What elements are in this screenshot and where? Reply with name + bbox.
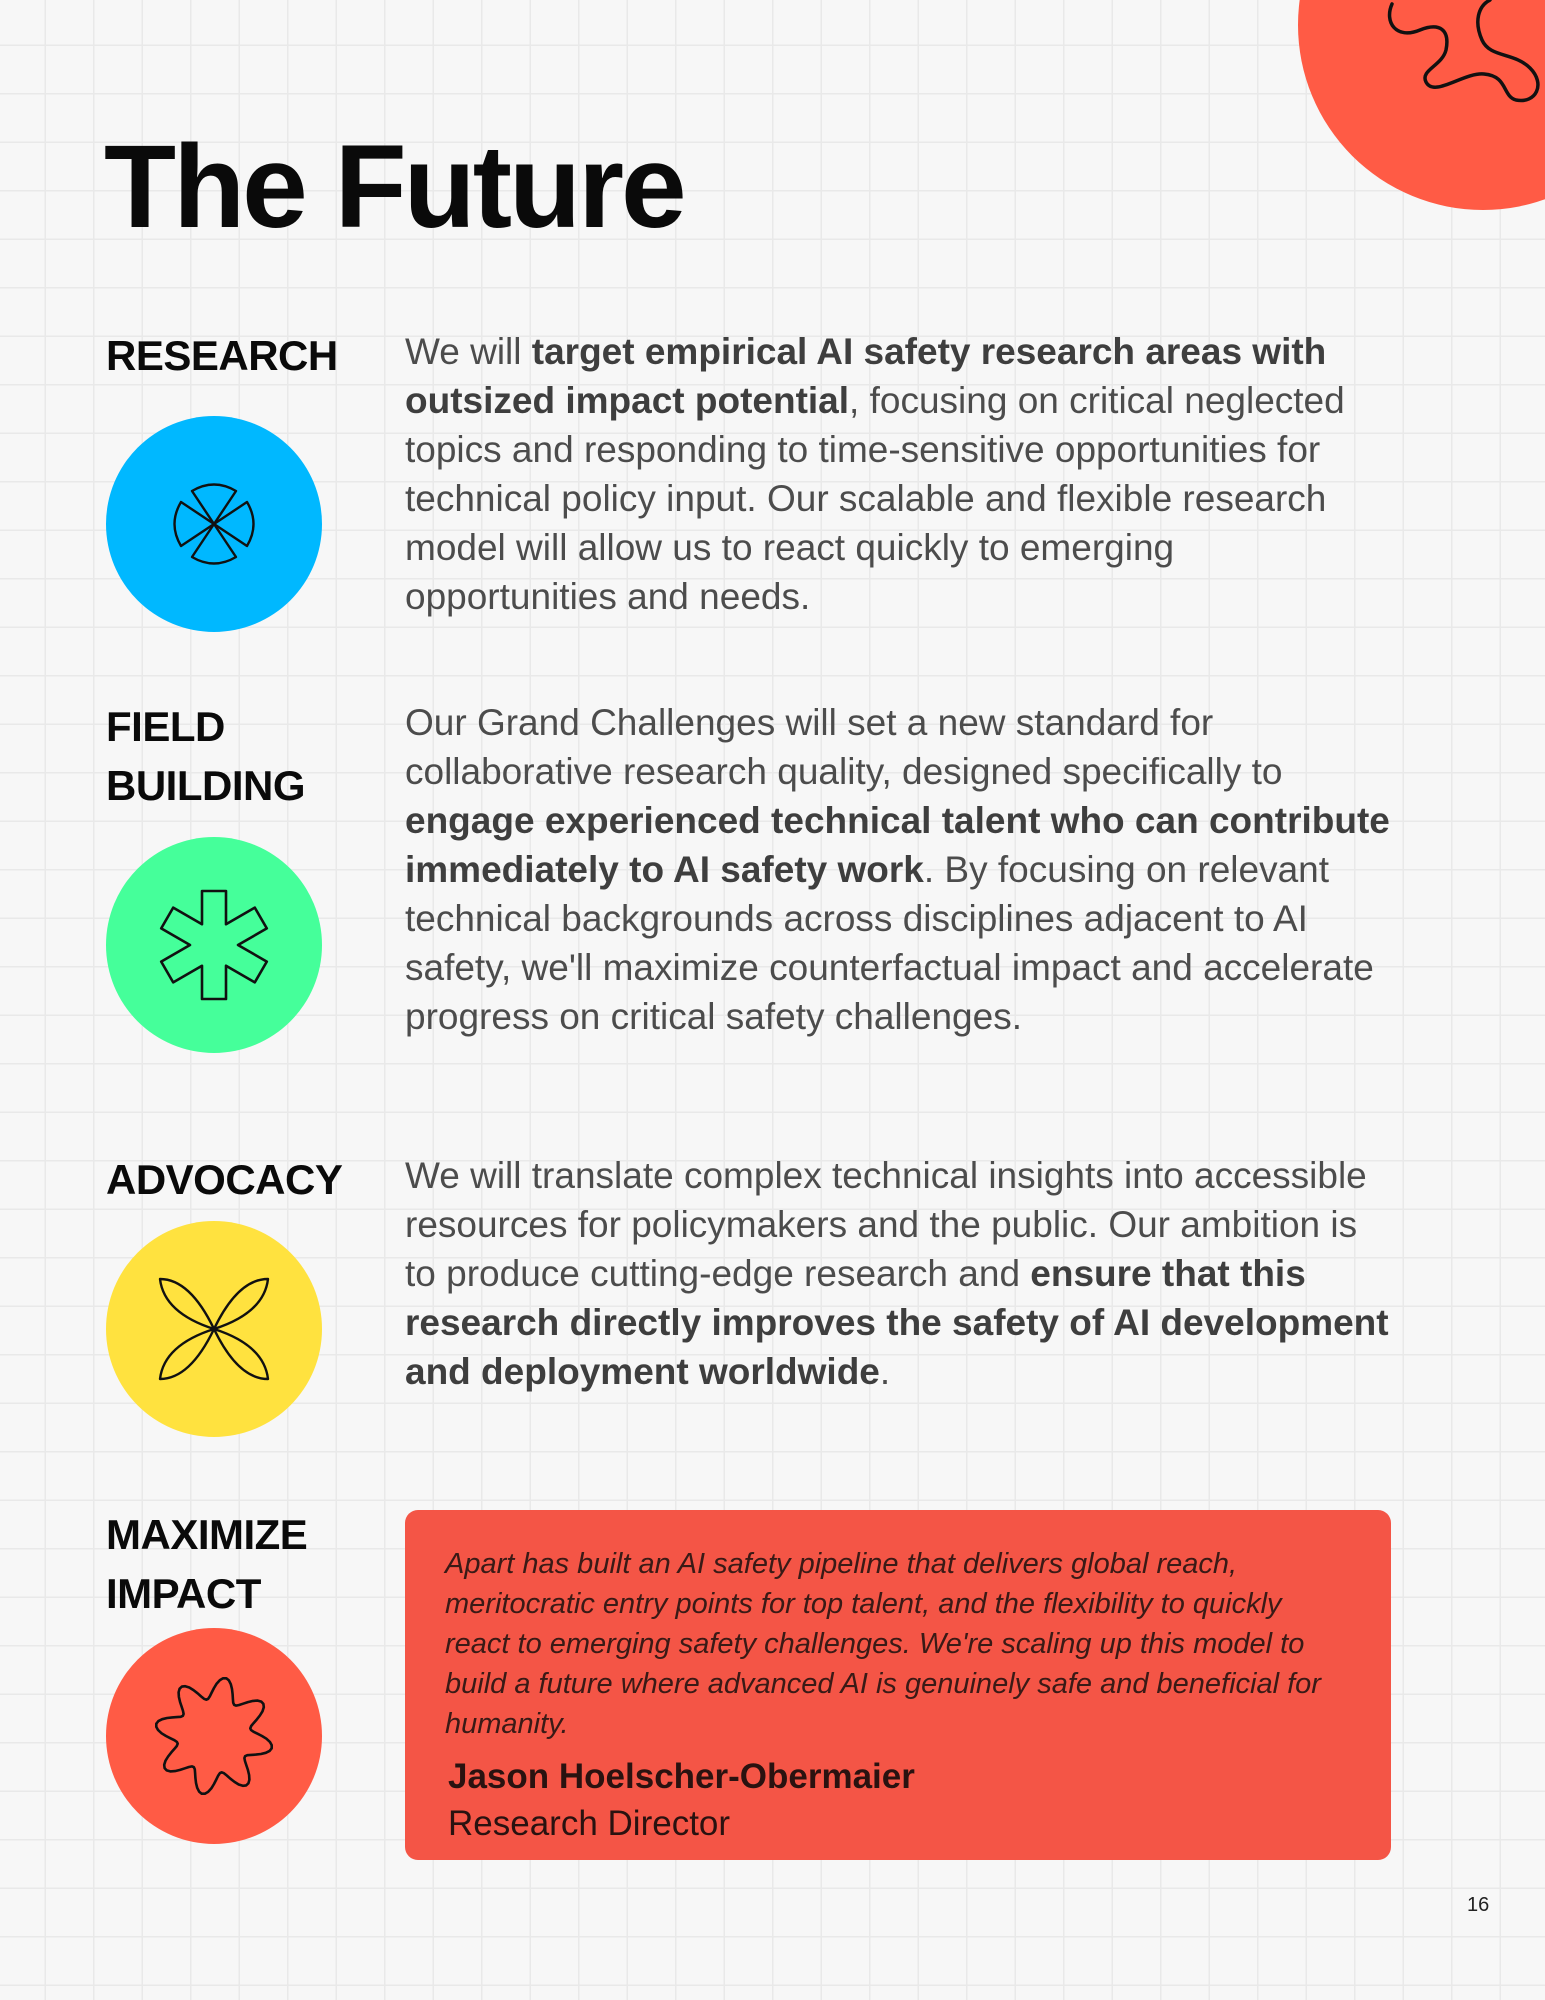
quote-box: [405, 1510, 1391, 1860]
squiggle-icon: [1380, 0, 1540, 130]
page-title: The Future: [104, 121, 684, 253]
quote-role: Research Director: [448, 1804, 731, 1843]
section-heading-advocacy: ADVOCACY: [106, 1156, 343, 1203]
wavy-ring-icon: [106, 1628, 322, 1844]
advocacy-badge: [106, 1221, 322, 1437]
research-badge: [106, 416, 322, 632]
research-paragraph: We will target empirical AI safety research areas with outsized impact potential, focusing on critical neglected topics and responding to time-sensitive opportunities for technical policy input. Our scalable and flexible research model will allow us to react quickly to emerging opportunities and needs.: [405, 331, 1345, 617]
section-heading-research: RESEARCH: [106, 332, 338, 379]
quote-author: Jason Hoelscher-Obermaier: [448, 1757, 915, 1796]
field-building-paragraph: Our Grand Challenges will set a new standard for collaborative research quality, designed specifically to engage experienced technical talent who can contribute immediately to AI safety work. By focusing on relevant technical backgrounds across disciplines adjacent to AI safety, we'll maximize counterfactual impact and accelerate progress on critical safety challenges.: [405, 702, 1390, 1037]
page-number: 16: [1467, 1894, 1490, 1916]
advocacy-paragraph: We will translate complex technical insights into accessible resources for policymakers and the public. Our ambition is to produce cutting-edge research and ensure that this research directly improves the safety of AI development and deployment worldwide.: [405, 1155, 1389, 1392]
section-heading-maximize-impact: MAXIMIZE IMPACT: [106, 1511, 308, 1617]
asterisk-icon: [106, 837, 322, 1053]
quote-text: Apart has built an AI safety pipeline that delivers global reach, meritocratic entry points for top talent, and the flexibility to quickly react to emerging safety challenges. We're scaling up this model to build a future where advanced AI is genuinely safe and beneficial for humanity.: [445, 1548, 1321, 1740]
four-petal-flower-icon: [106, 1221, 322, 1437]
field-building-badge: [106, 837, 322, 1053]
maximize-impact-badge: [106, 1628, 322, 1844]
pinwheel-icon: [106, 416, 322, 632]
section-heading-field-building: FIELD BUILDING: [106, 703, 305, 809]
